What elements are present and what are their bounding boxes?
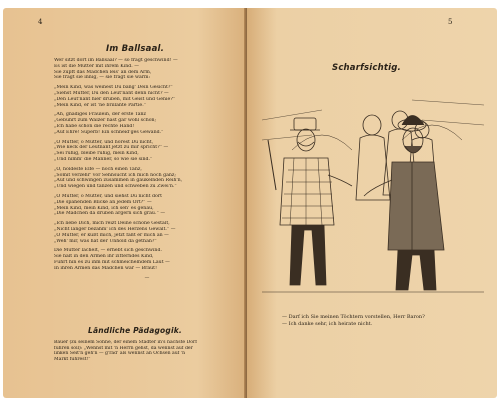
anecdote-title: Ländliche Pädagogik.: [88, 326, 182, 335]
section-divider: —: [144, 275, 150, 281]
poem-line: „O Mutter, o Mutter, und siehst Du nicht dort: [54, 193, 162, 199]
poem-line: „O Mutter, o Mutter, und hörest Du nicht,: [54, 139, 154, 145]
cartoon-illustration: [262, 80, 484, 306]
caption-line: — Darf ich Sie meinen Töchtern vorstellen, Herr Baron?: [282, 314, 425, 320]
poem-line: Sie fragt sie innig, — sie fragt sie warm:: [54, 75, 151, 81]
poem-line: „Auf und schwingen zusammen in gaukelnden Reih'n,: [54, 178, 183, 184]
poem-line: „Nicht länger bezähm' ich des Herzens Gewalt.“ —: [54, 226, 176, 232]
poem-line: „Ah, gnädiges Fräulein, der erste Tanz: [54, 112, 146, 118]
stanza: [54, 221, 240, 244]
poem-line: „Auf Ehre! Superb! Ein schneid'ges Gewand.“: [54, 129, 164, 135]
caption-line: — Ich danke sehr, ich heirate nicht.: [282, 321, 373, 327]
poem-line: „O, holdeste Elfe — noch einen Tanz,: [54, 166, 142, 172]
stanza: [54, 85, 240, 108]
right-page-number: 5: [448, 18, 453, 26]
stanza: [54, 194, 240, 217]
poem-line: Die Mutter lächelt, — erhebt sich geschwind.: [54, 248, 162, 254]
poem-line: „Ich habe schon die rechte Hand!: [54, 123, 135, 129]
poem-title: Im Ballsaal.: [106, 44, 165, 54]
poem-line: „Mein Kind, er ist 'ne brillante Partie.“: [54, 102, 147, 108]
poem-line: „Und wiegen und tanzen und schweben zu Zwei'n.“: [54, 184, 177, 190]
stanza: [54, 58, 240, 81]
poem-line: „Siehst Mutter, Du den Leut'nant denn nicht? —: [54, 90, 169, 96]
poem-line: In ihren Armen das Mädchen war — Braut!: [54, 265, 157, 271]
poem-line: „Gebührt zum Walzer hast gar wohl schon;: [54, 118, 157, 124]
poem-line: Führt hin es zu ihm mit schmeichelndem Laut —: [54, 259, 170, 265]
poem-line: „O Mutter, er küßt mich, jetzt faßt er mich an —: [54, 232, 169, 238]
cartoon-title: Scharfsichtig.: [332, 63, 401, 73]
anecdote-body: [54, 340, 238, 362]
poem-line: „Mein Kind, mein Kind, ich seh' es genau,: [54, 205, 154, 211]
prose-line: führen soll): „Wennst mit 'n Herrn gehst, da wennst auf der: [54, 345, 193, 351]
poem-line: Es ist die Mutter mit ihrem Kind. —: [54, 63, 139, 69]
poem-line: „Sei ruhig, bleibe ruhig, mein Kind,: [54, 151, 139, 157]
poem-line: „Und nimm' die Männer, so wie sie sind.“: [54, 156, 153, 162]
poem-line: Sie zupft das Mädchen leis' an dem Arm,: [54, 69, 152, 75]
cartoon-caption: [282, 314, 482, 328]
stanza: [54, 112, 240, 135]
stanza: [54, 167, 240, 190]
poem-line: Wer sitzt dort im Ballsaal? — so fragt geschwind! —: [54, 58, 178, 63]
poem-line: „Die spähenden Blicke an jedem Ort?“ —: [54, 199, 152, 205]
stanza: [54, 248, 240, 271]
poem-line: „Die Mädchen da drüben ärgern sich grau.“ —: [54, 211, 166, 217]
prose-line: Markt führest!“: [54, 356, 91, 362]
poem-line: „Somit verzehr' vor Sehnsucht ich mich noch ganz;: [54, 172, 176, 178]
left-page-number: 4: [38, 18, 43, 26]
poem-line: „Weh' mir, was hat der Unhold da gethan?“: [54, 238, 157, 244]
poem-line: Sie hält in den Armen ihr zitterndes Kind,: [54, 254, 154, 260]
poem-line: „Mein Kind, was weinest Du bang' Dein Gesicht?“: [54, 85, 173, 91]
stanza: [54, 140, 240, 163]
poem-body: [54, 58, 240, 285]
poem-line: „Wie keck der Leutnant jetzt zu mir spricht?“ —: [54, 145, 169, 151]
prose-line: Bauer (zu seinem Sohne, der einem Städter in's nächste Dorf: [54, 340, 197, 345]
poem-line: „Den Leut'nant hier drüben, mit Geist und Genie?“: [54, 96, 176, 102]
poem-line: „Ich liebe Dich, mich reizt Deine schöne Gestalt,: [54, 221, 170, 227]
prose-line: linken Seit'n geh'n — g'rad' als wennst an Ochsen auf 'n: [54, 351, 186, 357]
